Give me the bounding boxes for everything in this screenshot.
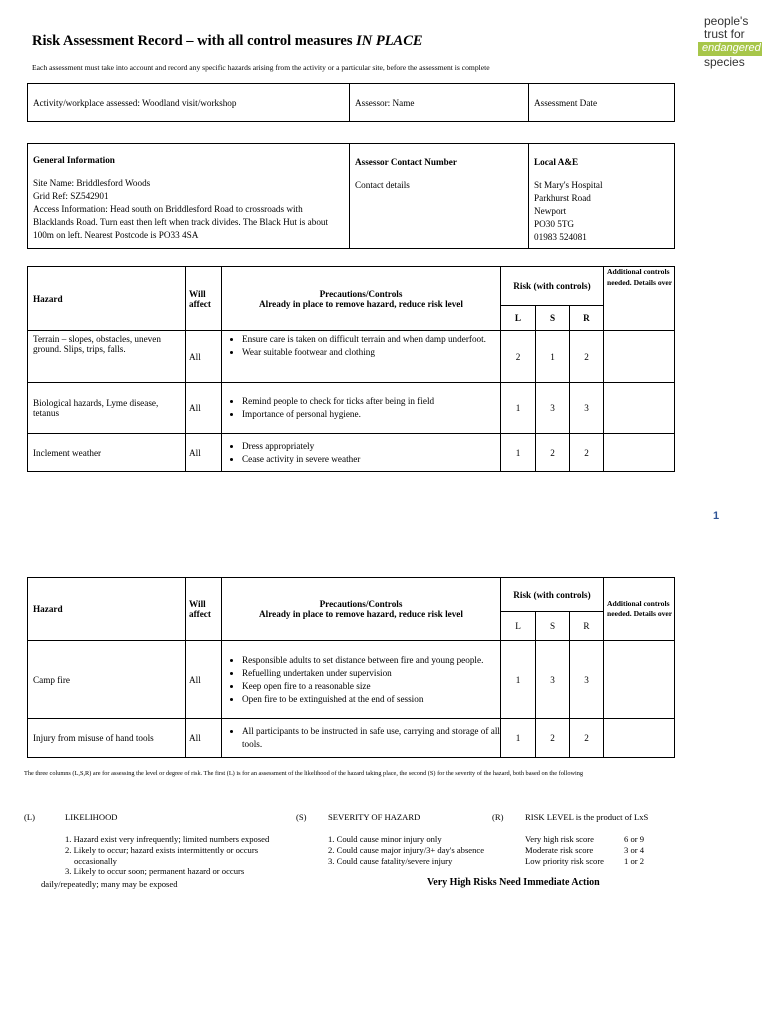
control-item: • Wear suitable footwear and clothing — [242, 346, 500, 359]
page-title — [32, 33, 423, 50]
control-item: • Importance of personal hygiene. — [242, 408, 500, 421]
s-header: S — [536, 612, 570, 641]
logo-line-3: endangered — [702, 42, 761, 54]
l-cell: 1 — [501, 719, 536, 758]
severity-item-3: 3. Could cause fatality/severe injury — [328, 856, 453, 866]
control-item: • Open fire to be extinguished at the end of session — [242, 693, 500, 706]
l-cell: 1 — [501, 641, 536, 719]
r-cell: 3 — [570, 383, 604, 434]
additional-cell — [604, 331, 675, 383]
logo-line-1: people's — [704, 14, 749, 28]
control-item: • Remind people to check for ticks after being in field — [242, 395, 500, 408]
hazard-header: Hazard — [28, 267, 186, 331]
table-row — [28, 434, 675, 472]
s-cell: 1 — [536, 331, 570, 383]
general-info-table — [27, 143, 675, 249]
pte-logo — [698, 14, 762, 70]
footnote: The three columns (L,S,R) are for assessing the level or degree of risk. The first (L) is for an assessment of the likelihood of the hazard taking place, the second (S) for the severity of the hazard, both based on the following — [24, 770, 584, 777]
control-item: • Ensure care is taken on difficult terrain and when damp underfoot. — [242, 333, 500, 346]
severity-title: SEVERITY OF HAZARD — [328, 812, 421, 822]
risk-code: (R) — [492, 812, 504, 822]
likelihood-item-2: 2. Likely to occur; hazard exists intermittently or occurs — [65, 845, 259, 855]
likelihood-item-3: 3. Likely to occur soon; permanent hazard or occurs — [65, 866, 245, 876]
r-header: R — [570, 612, 604, 641]
control-item: • Cease activity in severe weather — [242, 453, 500, 466]
contact-details: Contact details — [355, 180, 410, 190]
ae-town: Newport — [534, 206, 567, 216]
will-affect-header: Will affect — [186, 267, 222, 331]
risk-item-value-3: 1 or 2 — [624, 856, 645, 866]
page-subtitle: Each assessment must take into account and record any specific hazards arising from the activity or a particular site, before the assessment is complete — [32, 63, 490, 72]
controls-cell — [222, 434, 501, 472]
r-cell: 2 — [570, 719, 604, 758]
additional-header: Additional controls needed. Details over — [604, 267, 675, 331]
affect-cell: All — [186, 383, 222, 434]
additional-cell — [604, 641, 675, 719]
risk-item-value-2: 3 or 4 — [624, 845, 645, 855]
severity-code: (S) — [296, 812, 307, 822]
page-number: 1 — [713, 510, 720, 522]
control-item: • Refuelling undertaken under supervision — [242, 667, 500, 680]
additional-cell — [604, 383, 675, 434]
contact-heading: Assessor Contact Number — [355, 157, 457, 167]
s-cell: 2 — [536, 719, 570, 758]
title-main: Risk Assessment Record – with all control measures — [32, 33, 357, 49]
severity-item-2: 2. Could cause major injury/3+ day's absence — [328, 845, 485, 855]
additional-header: Additional controls needed. Details over — [604, 578, 675, 641]
access-info: Access Information: Head south on Briddlesford Road to crossroads with Blacklands Road. Turn east then left when track divides. The Black Hut is about 100m on left. Nearest Postcode is PO33 4SA — [33, 204, 329, 240]
hazard-cell: Inclement weather — [28, 434, 186, 472]
risk-header: Risk (with controls) — [501, 578, 604, 612]
date-cell: Assessment Date — [529, 84, 675, 122]
table-row — [28, 719, 675, 758]
severity-item-1: 1. Could cause minor injury only — [328, 834, 442, 844]
risk-item-label-2: Moderate risk score — [525, 845, 594, 855]
ae-cell — [529, 144, 675, 249]
ae-postcode: PO30 5TG — [534, 219, 575, 229]
controls-cell — [222, 719, 501, 758]
title-emphasis: IN PLACE — [356, 33, 423, 49]
hazard-header: Hazard — [28, 578, 186, 641]
l-header: L — [501, 306, 536, 331]
additional-cell — [604, 719, 675, 758]
s-cell: 3 — [536, 383, 570, 434]
ae-heading: Local A&E — [534, 157, 579, 167]
affect-cell: All — [186, 719, 222, 758]
precautions-subtitle: Already in place to remove hazard, reduce risk level — [259, 298, 463, 309]
action-note: Very High Risks Need Immediate Action — [427, 877, 600, 888]
affect-cell: All — [186, 434, 222, 472]
risk-item-label-1: Very high risk score — [525, 834, 594, 844]
l-header: L — [501, 612, 536, 641]
logo-line-2: trust for — [704, 27, 745, 41]
hazard-cell: Terrain – slopes, obstacles, uneven ground. Slips, trips, falls. — [28, 331, 186, 383]
hazard-cell: Camp fire — [28, 641, 186, 719]
contact-cell — [350, 144, 529, 249]
s-cell: 2 — [536, 434, 570, 472]
likelihood-item-3b: daily/repeatedly; many may be exposed — [41, 879, 178, 889]
precautions-title: Precautions/Controls — [319, 288, 403, 299]
affect-cell: All — [186, 641, 222, 719]
precautions-header — [222, 578, 501, 641]
will-affect-header: Will affect — [186, 578, 222, 641]
control-item: • Responsible adults to set distance between fire and young people. — [242, 654, 500, 667]
risk-header: Risk (with controls) — [501, 267, 604, 306]
general-heading: General Information — [33, 155, 115, 165]
l-cell: 1 — [501, 383, 536, 434]
r-cell: 3 — [570, 641, 604, 719]
control-item: • All participants to be instructed in safe use, carrying and storage of all tools. — [242, 725, 500, 751]
controls-cell — [222, 383, 501, 434]
likelihood-item-1: 1. Hazard exist very infrequently; limited numbers exposed — [65, 834, 270, 844]
activity-cell: Activity/workplace assessed: Woodland visit/workshop — [28, 84, 350, 122]
controls-cell — [222, 331, 501, 383]
affect-cell: All — [186, 331, 222, 383]
r-cell: 2 — [570, 331, 604, 383]
r-cell: 2 — [570, 434, 604, 472]
risk-title: RISK LEVEL is the product of LxS — [525, 812, 649, 822]
precautions-title: Precautions/Controls — [319, 599, 403, 609]
site-name: Site Name: Briddlesford Woods — [33, 178, 151, 188]
control-item: • Dress appropriately — [242, 440, 500, 453]
likelihood-code: (L) — [24, 812, 35, 822]
table-row — [28, 641, 675, 719]
likelihood-item-2b: occasionally — [74, 856, 117, 866]
assessment-summary-table — [27, 83, 675, 122]
s-header: S — [536, 306, 570, 331]
hazard-cell: Injury from misuse of hand tools — [28, 719, 186, 758]
table-row — [28, 331, 675, 383]
general-info-cell — [28, 144, 350, 249]
l-cell: 1 — [501, 434, 536, 472]
ae-name: St Mary's Hospital — [534, 180, 603, 190]
l-cell: 2 — [501, 331, 536, 383]
grid-ref: Grid Ref: SZ542901 — [33, 191, 109, 201]
likelihood-title: LIKELIHOOD — [65, 812, 118, 822]
assessor-cell: Assessor: Name — [350, 84, 529, 122]
ae-road: Parkhurst Road — [534, 193, 591, 203]
logo-line-4: species — [704, 55, 745, 69]
additional-cell — [604, 434, 675, 472]
risk-item-value-1: 6 or 9 — [624, 834, 645, 844]
hazard-table-2 — [27, 577, 675, 758]
s-cell: 3 — [536, 641, 570, 719]
table-row — [28, 383, 675, 434]
control-item: • Keep open fire to a reasonable size — [242, 680, 500, 693]
controls-cell — [222, 641, 501, 719]
hazard-table-1 — [27, 266, 675, 472]
precautions-subtitle: Already in place to remove hazard, reduce risk level — [259, 609, 463, 619]
hazard-cell: Biological hazards, Lyme disease, tetanus — [28, 383, 186, 434]
risk-item-label-3: Low priority risk score — [525, 856, 604, 866]
r-header: R — [570, 306, 604, 331]
ae-phone: 01983 524081 — [534, 232, 587, 242]
precautions-header — [222, 267, 501, 331]
